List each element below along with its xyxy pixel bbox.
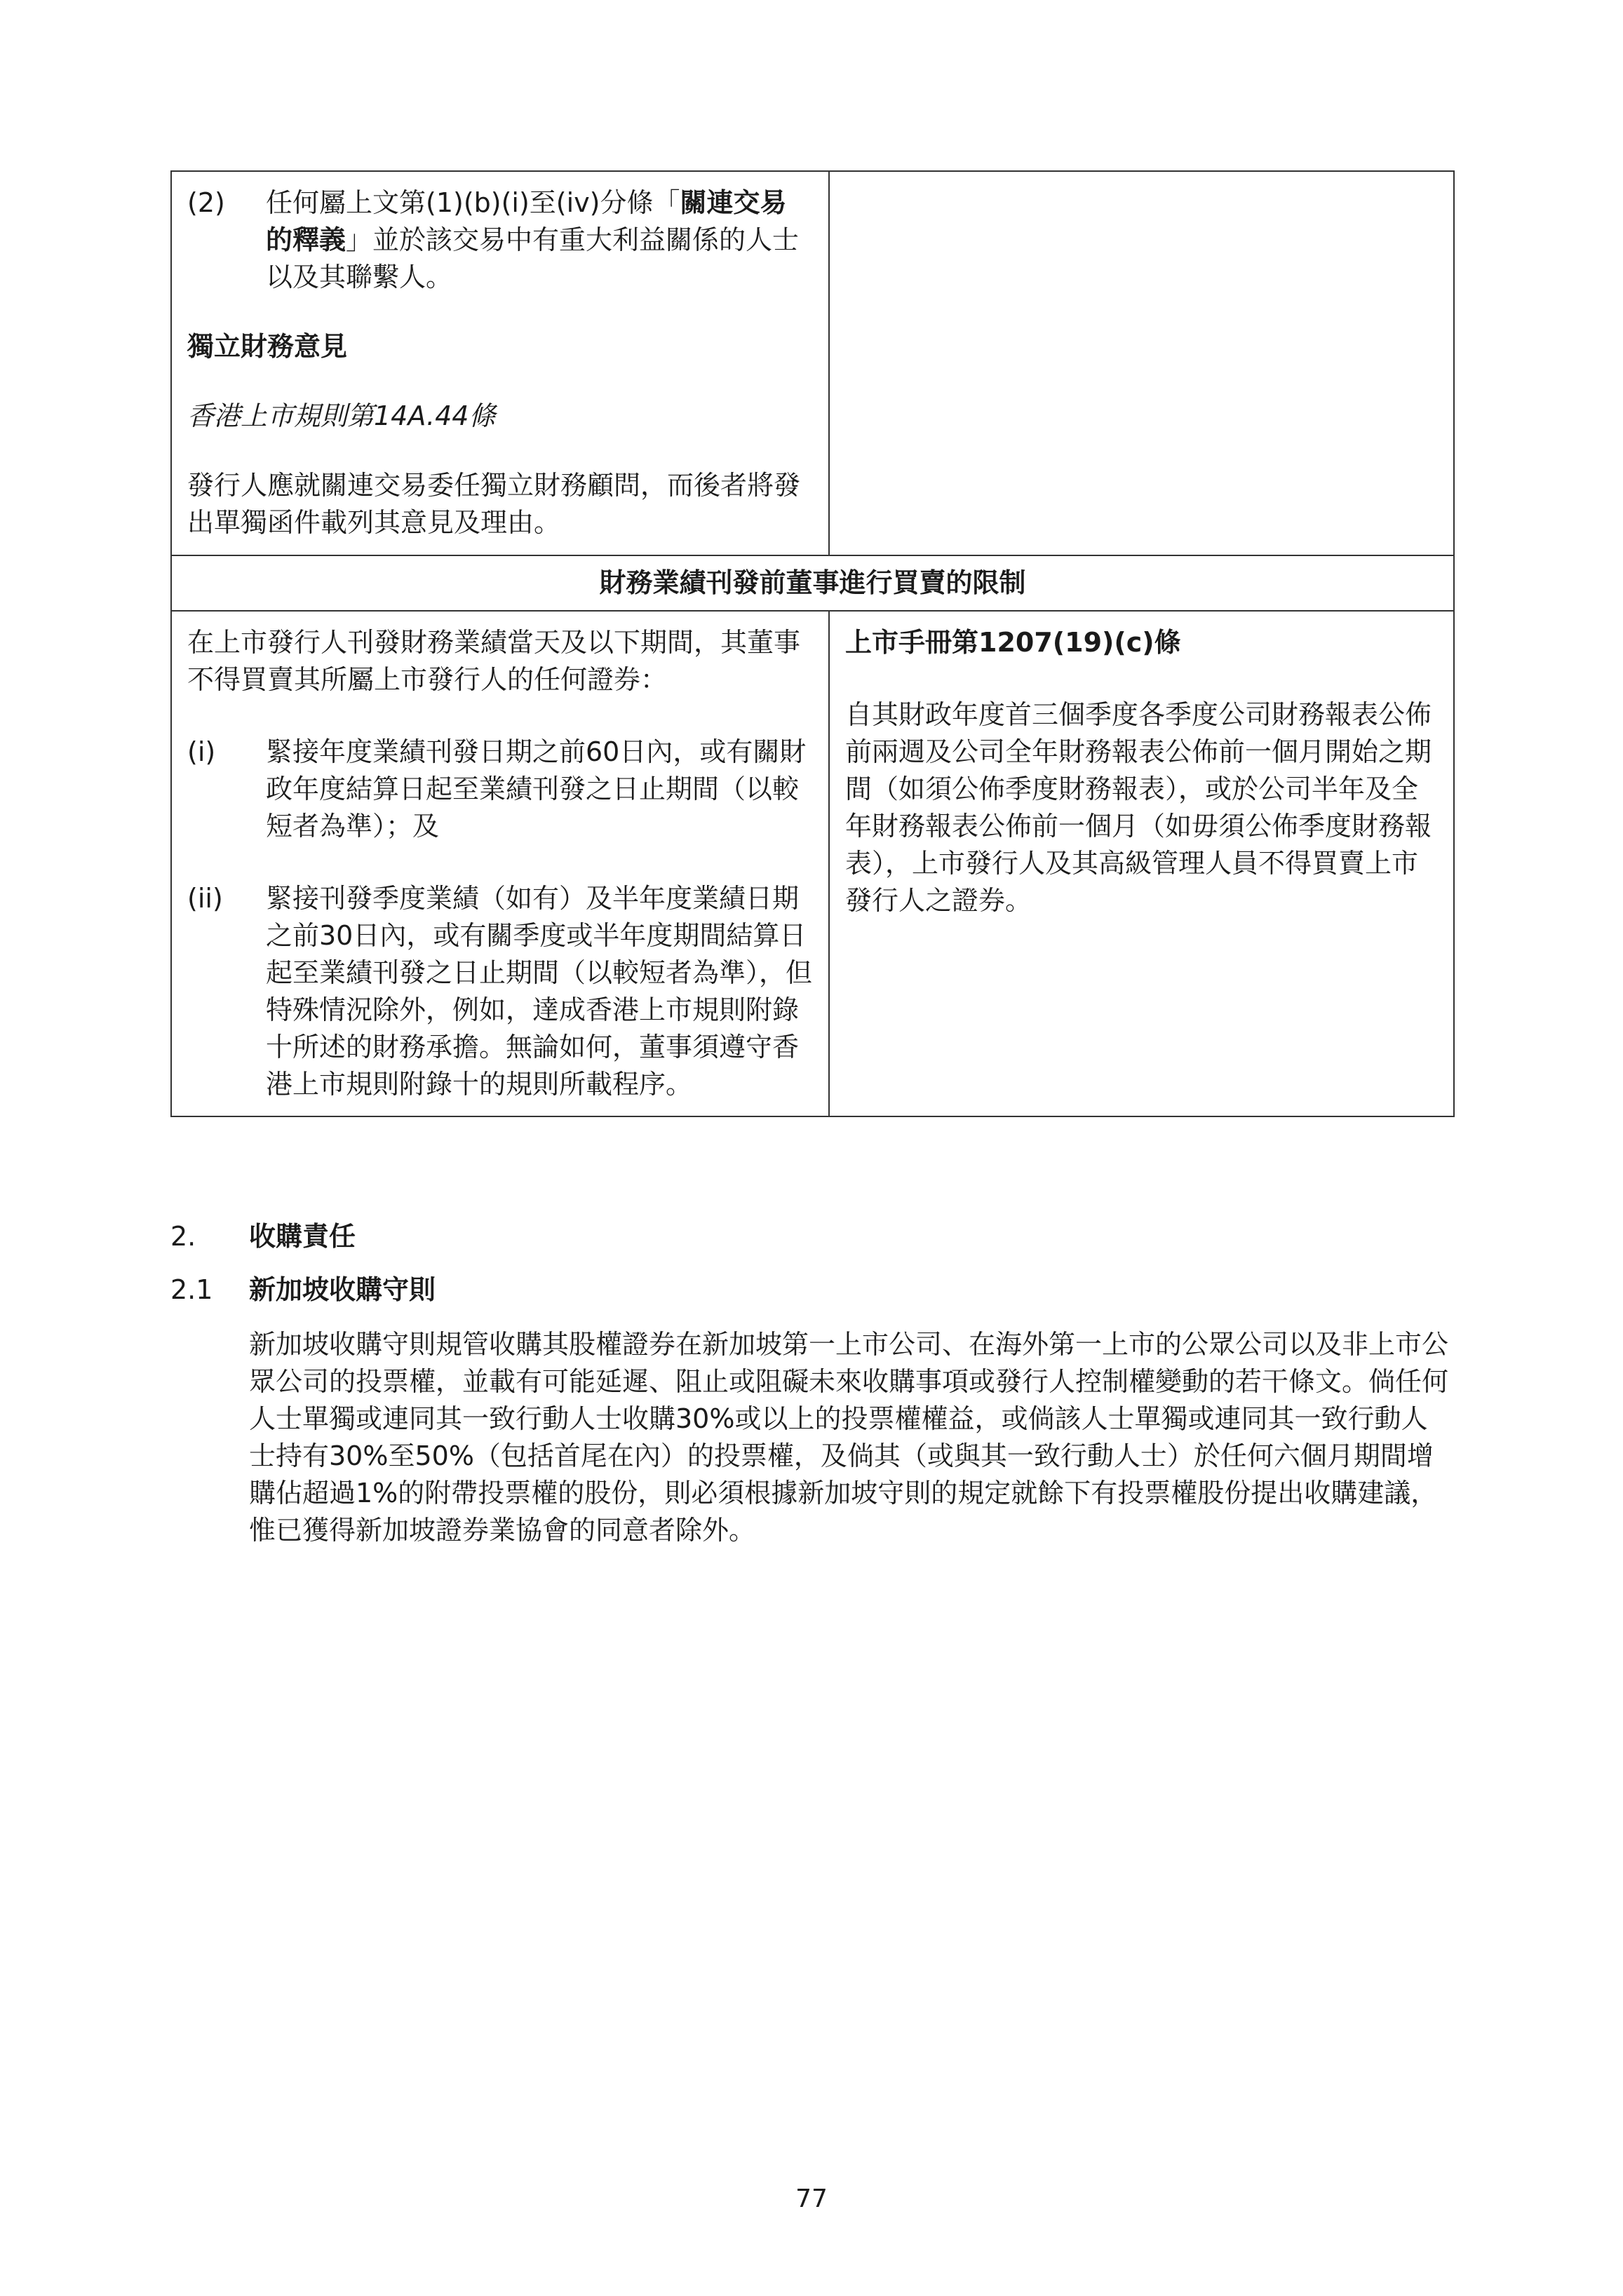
list-item-number: (i) [187, 736, 216, 767]
rule-reference: 上市手冊第1207(19)(c)條 [845, 627, 1181, 658]
list-item-number: (ii) [187, 883, 223, 914]
table-cell-sg-dealing-restrictions [829, 611, 1454, 1116]
defined-term: 關連交易的釋義 [266, 187, 787, 255]
cell-paragraph: 自其財政年度首三個季度各季度公司財務報表公佈前兩週及公司全年財務報表公佈前一個月開始之期間（如須公佈季度財務報表），或於公司半年及全年財務報表公佈前一個月（如毋須公佈季度財務報表），上市發行人及其高級管理人員不得買賣上市發行人之證券。 [845, 699, 1432, 916]
page-number: 77 [795, 2184, 828, 2213]
section-number: 2. [170, 1221, 196, 1252]
list-item-number: (2) [187, 187, 225, 218]
cell-heading: 獨立財務意見 [187, 331, 348, 362]
table-row [171, 555, 1454, 611]
list-item [187, 184, 813, 296]
table-row [171, 611, 1454, 1116]
table-cell-hk-dealing-restrictions [171, 611, 829, 1116]
list-item-text: 任何屬上文第(1)(b)(i)至(iv)分條「關連交易的釋義」並於該交易中有重大利益關係的人士以及其聯繫人。 [266, 187, 800, 292]
table-row [171, 171, 1454, 555]
table-section-title: 財務業績刊發前董事進行買賣的限制 [171, 555, 1454, 611]
list-item-text: 緊接年度業績刊發日期之前60日內，或有關財政年度結算日起至業績刊發之日止期間（以較短者為準）；及 [266, 736, 807, 842]
table-cell-empty [829, 171, 1454, 555]
rules-comparison-table [170, 170, 1455, 1117]
section-paragraph: 新加坡收購守則規管收購其股權證券在新加坡第一上市公司、在海外第一上市的公眾公司以及非上市公眾公司的投票權，並載有可能延遲、阻止或阻礙未來收購事項或發行人控制權變動的若干條文。倘任何人士單獨或連同其一致行動人士收購30%或以上的投票權權益，或倘該人士單獨或連同其一致行動人士持有30%至50%（包括首尾在內）的投票權，及倘其（或與其一致行動人士）於任何六個月期間增購佔超過1%的附帶投票權的股份，則必須根據新加坡守則的規定就餘下有投票權股份提出收購建議，惟已獲得新加坡證券業協會的同意者除外。 [249, 1329, 1449, 1546]
list-item-text: 緊接刊發季度業績（如有）及半年度業績日期之前30日內，或有關季度或半年度期間結算日起至業績刊發之日止期間（以較短者為準），但特殊情況除外，例如，達成香港上市規則附錄十所述的財務承擔。無論如何，董事須遵守香港上市規則附錄十的規則所載程序。 [266, 883, 813, 1100]
cell-paragraph: 在上市發行人刊發財務業績當天及以下期間，其董事不得買賣其所屬上市發行人的任何證券： [187, 627, 801, 695]
list-item [187, 734, 813, 845]
rule-reference: 香港上市規則第14A.44條 [187, 400, 496, 431]
section-heading-2-1 [170, 1271, 436, 1309]
section-title: 收購責任 [249, 1221, 356, 1252]
section-number: 2.1 [170, 1274, 213, 1305]
table-cell-hk-connected-transactions [171, 171, 829, 555]
list-item [187, 880, 813, 1103]
cell-paragraph: 發行人應就關連交易委任獨立財務顧問，而後者將發出單獨函件載列其意見及理由。 [187, 470, 801, 538]
section-title: 新加坡收購守則 [249, 1274, 436, 1305]
section-heading-2 [170, 1218, 356, 1255]
